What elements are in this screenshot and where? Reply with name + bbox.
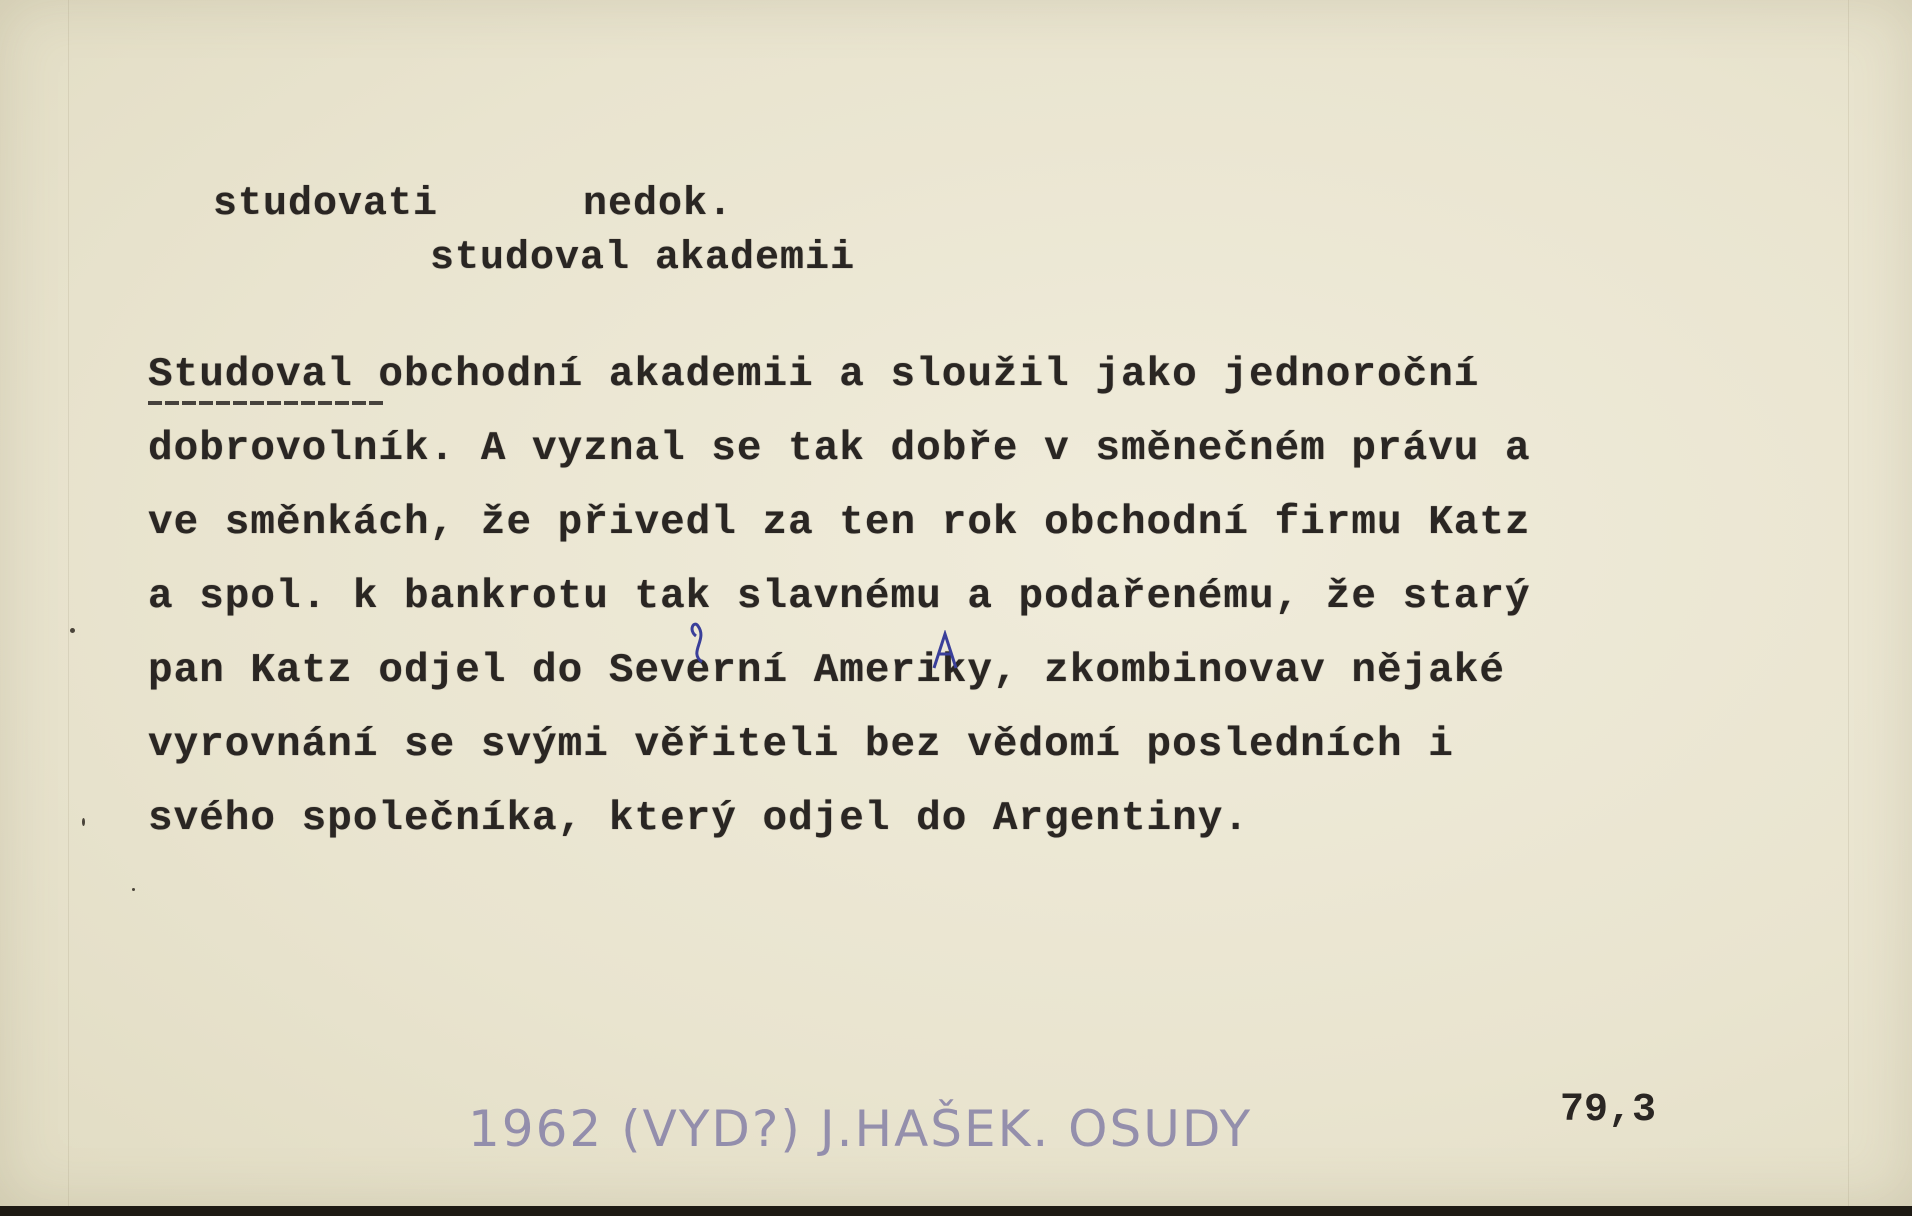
paper-speck [132, 888, 135, 891]
quote-line: dobrovolník. A vyznal se tak dobře v směnečném právu a [148, 426, 1531, 472]
quote-line: svého společníka, který odjel do Argentiny. [148, 796, 1249, 842]
quote-line: ve směnkách, že přivedl za ten rok obchodní firmu Katz [148, 500, 1531, 546]
paper-speck [82, 818, 85, 826]
card-margin-line [1848, 0, 1849, 1206]
quote-line: pan Katz odjel do Severní Ameriky, zkombinovav nějaké [148, 648, 1506, 694]
pen-correction-mark [684, 622, 714, 666]
source-stamp: 1962 (VYD?) J.HAŠEK. OSUDY [468, 1100, 1253, 1158]
paper-speck [70, 628, 75, 633]
quote-line: vyrovnání se svými věřiteli bez vědomí posledních i [148, 722, 1454, 768]
headword-note: nedok. [583, 182, 734, 227]
quote-line: a spol. k bankrotu tak slavnému a podařenému, že starý [148, 574, 1531, 620]
headword: studovati [213, 182, 439, 227]
card-margin-line [68, 0, 69, 1206]
quote-line: Studoval obchodní akademii a sloužil jako jednoroční [148, 352, 1480, 398]
page-reference: 79,3 [1560, 1088, 1657, 1133]
headword-form: studoval akademii [430, 236, 856, 281]
pen-correction-mark [930, 630, 960, 670]
keyword-underline [148, 401, 386, 405]
